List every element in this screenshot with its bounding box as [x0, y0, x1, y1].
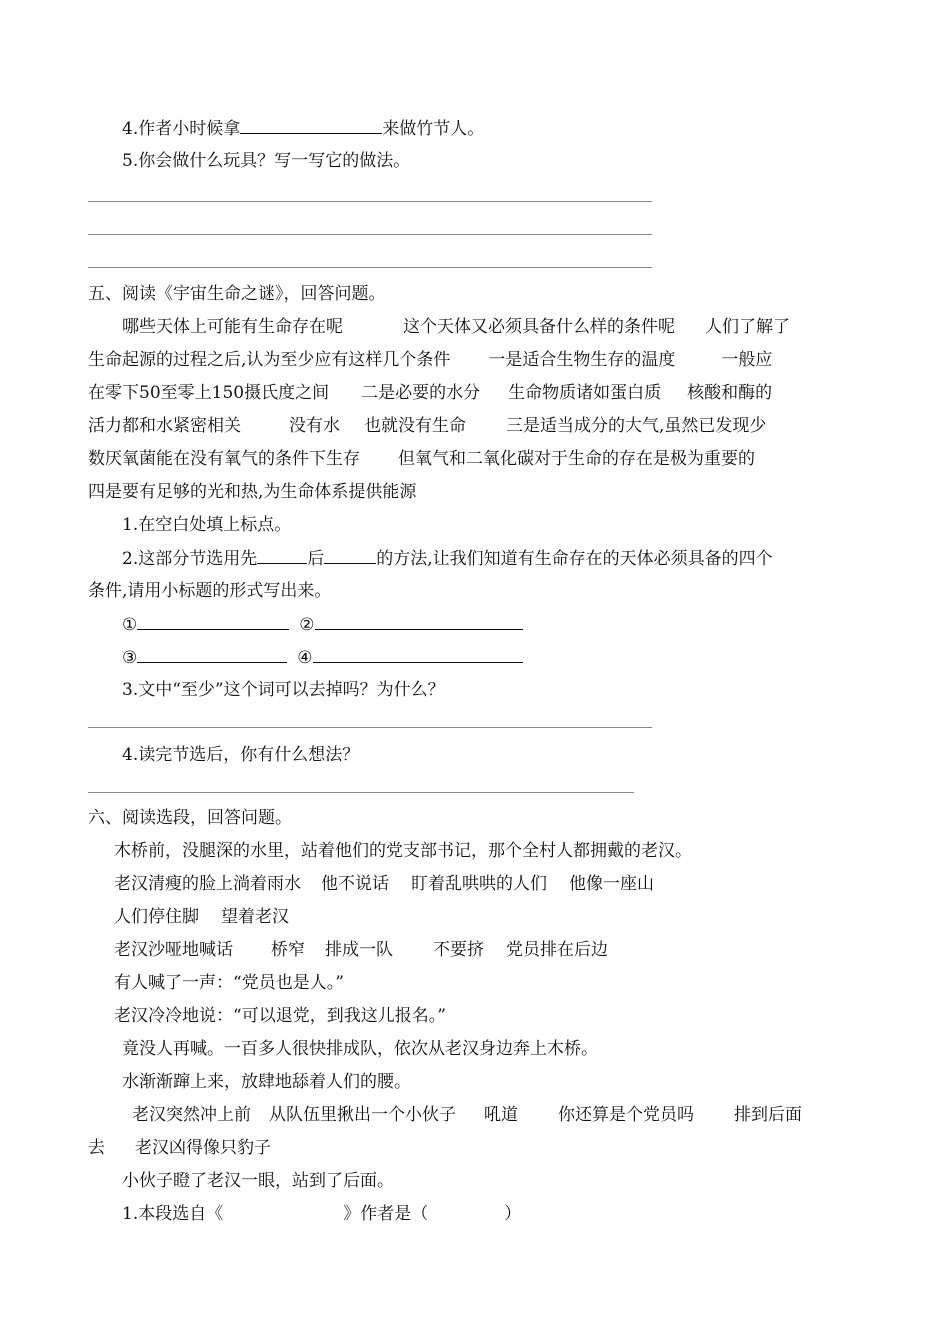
question-5-2: 2.这部分节选用先 后 的方法,让我们知道有生命存在的天体必须具备的四个 [122, 549, 773, 569]
answer-line[interactable] [88, 234, 652, 235]
question-4-5: 5.你会做什么玩具？写一写它的做法。 [122, 151, 411, 171]
question-5-1: 1.在空白处填上标点。 [122, 515, 292, 535]
excerpt-line: 木桥前，没腿深的水里，站着他们的党支部书记，那个全村人都拥戴的老汉。 [114, 841, 692, 861]
answer-line[interactable] [88, 201, 652, 202]
answer-blank[interactable] [137, 613, 289, 630]
excerpt-line: 老汉清瘦的脸上淌着雨水 他不说话 盯着乱哄哄的人们 他像一座山 [114, 874, 654, 894]
subtitle-row: ③ ④ [122, 646, 523, 669]
answer-line[interactable] [88, 792, 634, 793]
passage-line: 在零下50至零上150摄氏度之间 二是必要的水分 生命物质诸如蛋白质 核酸和酶的 [88, 383, 773, 403]
answer-line[interactable] [88, 727, 652, 728]
passage-line: 哪些天体上可能有生命存在呢 这个天体又必须具备什么样的条件呢 人们了解了 [122, 317, 790, 337]
answer-line[interactable] [88, 267, 652, 268]
question-4-4: 4.作者小时候拿 来做竹节人。 [122, 119, 485, 139]
question-6-1: 1.本段选自《 》作者是（ ） [122, 1204, 522, 1224]
excerpt-line: 去 老汉凶得像只豹子 [88, 1138, 271, 1158]
question-5-4: 4.读完节选后，你有什么想法？ [122, 745, 360, 765]
answer-blank[interactable] [257, 547, 307, 564]
excerpt-line: 老汉沙哑地喊话 桥窄 排成一队 不要挤 党员排在后边 [114, 940, 608, 960]
section-5-heading: 五、阅读《宇宙生命之谜》，回答问题。 [88, 284, 386, 304]
excerpt-line: 水渐渐蹿上来，放肆地舔着人们的腰。 [122, 1072, 411, 1092]
excerpt-line: 有人喊了一声：“党员也是人。” [114, 973, 344, 993]
question-5-2-cont: 条件,请用小标题的形式写出来。 [88, 581, 332, 601]
excerpt-line: 老汉冷冷地说：“可以退党，到我这儿报名。” [114, 1006, 446, 1026]
answer-blank[interactable] [324, 547, 376, 564]
passage-line: 活力都和水紧密相关 没有水 也就没有生命 三是适当成分的大气,虽然已发现少 [88, 416, 767, 436]
answer-blank[interactable] [137, 646, 287, 663]
excerpt-line: 老汉突然冲上前 从队伍里揪出一个小伙子 吼道 你还算是个党员吗 排到后面 [132, 1105, 802, 1125]
answer-blank[interactable] [315, 613, 523, 630]
excerpt-line: 人们停住脚 望着老汉 [114, 907, 289, 927]
passage-line: 生命起源的过程之后,认为至少应有这样几个条件 一是适合生物生存的温度 一般应 [88, 350, 773, 370]
passage-line: 四是要有足够的光和热,为生命体系提供能源 [88, 482, 417, 502]
answer-blank[interactable] [313, 646, 523, 663]
subtitle-row: ① ② [122, 613, 523, 636]
answer-blank[interactable] [240, 117, 382, 134]
excerpt-line: 竟没人再喊。一百多人很快排成队，依次从老汉身边奔上木桥。 [122, 1039, 598, 1059]
section-6-heading: 六、阅读选段，回答问题。 [88, 808, 292, 828]
question-5-3: 3.文中“至少”这个词可以去掉吗？为什么？ [122, 680, 445, 700]
excerpt-line: 小伙子瞪了老汉一眼，站到了后面。 [122, 1171, 394, 1191]
passage-line: 数厌氧菌能在没有氧气的条件下生存 但氧气和二氧化碳对于生命的存在是极为重要的 [88, 449, 755, 469]
